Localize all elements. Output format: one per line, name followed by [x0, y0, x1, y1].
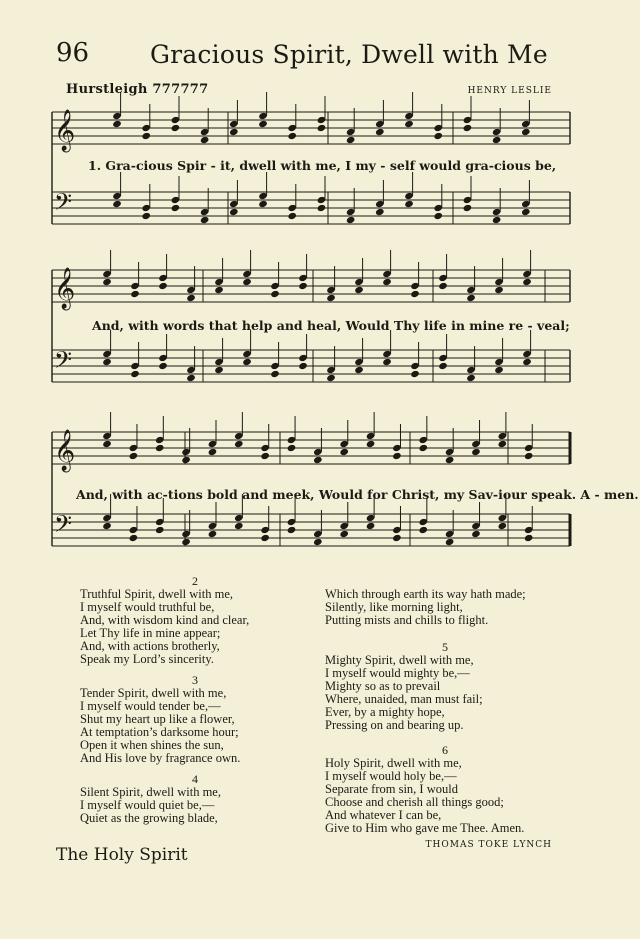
note-head [214, 366, 224, 374]
note-head [392, 452, 402, 460]
note-head [375, 208, 385, 216]
note-head [234, 440, 244, 448]
note-head [158, 282, 168, 290]
note-head [208, 530, 218, 538]
stanza-line: Let Thy life in mine appear; [80, 626, 221, 640]
note-head [171, 204, 181, 212]
stanza-line: Pressing on and bearing up. [325, 718, 464, 732]
note-head [404, 200, 414, 208]
stanza-number: 5 [442, 640, 448, 654]
stanza-line: And His love by fragrance own. [80, 751, 241, 765]
page-number: 96 [56, 38, 90, 68]
note-head [130, 290, 140, 298]
note-head [171, 124, 181, 132]
note-head [287, 132, 297, 140]
note-head [521, 208, 531, 216]
stanza-line: Putting mists and chills to flight. [325, 613, 489, 627]
section-title: The Holy Spirit [56, 845, 188, 865]
stanza-line: Give to Him who gave me Thee. Amen. [325, 821, 525, 835]
stanza-line: Separate from sin, I would [325, 782, 458, 796]
note-head [494, 286, 504, 294]
note-head [354, 366, 364, 374]
note-head [492, 216, 502, 224]
stanza-line: Silently, like morning light, [325, 600, 463, 614]
note-head [463, 204, 473, 212]
note-head [129, 534, 139, 542]
note-head [112, 120, 122, 128]
note-head [287, 526, 297, 534]
stanza-line: Shut my heart up like a flower, [80, 712, 235, 726]
note-head [433, 132, 443, 140]
note-head [258, 200, 268, 208]
stanza-line: Truthful Spirit, dwell with me, [80, 587, 234, 601]
note-head [366, 440, 376, 448]
note-head [214, 286, 224, 294]
stanza-line: I myself would mighty be,— [325, 666, 470, 680]
note-head [382, 278, 392, 286]
note-head [260, 534, 270, 542]
note-head [521, 128, 531, 136]
stanza-4 [80, 773, 310, 825]
note-head [258, 120, 268, 128]
stanza-line: Where, unaided, man must fail; [325, 692, 483, 706]
note-head [186, 374, 196, 382]
note-head [466, 374, 476, 382]
note-head [498, 522, 508, 530]
note-head [524, 534, 534, 542]
note-head [155, 526, 165, 534]
stanza-line: Mighty Spirit, dwell with me, [325, 653, 474, 667]
note-head [270, 290, 280, 298]
note-head [471, 448, 481, 456]
note-head [298, 362, 308, 370]
note-head [287, 444, 297, 452]
note-head [317, 124, 327, 132]
stanza-line: Mighty so as to prevail [325, 679, 441, 693]
stanza-5 [325, 641, 565, 732]
note-head [313, 456, 323, 464]
note-head [466, 294, 476, 302]
stanza-3 [80, 674, 310, 765]
note-head [102, 440, 112, 448]
stanza-line: And whatever I can be, [325, 808, 442, 822]
stanzas-right-column [325, 588, 565, 835]
note-head [200, 136, 210, 144]
note-head [471, 530, 481, 538]
note-head [418, 526, 428, 534]
lyric-line-2: And, with words that help and heal, Would Thy life in mine re - veal; [92, 318, 570, 333]
stanza-number: 6 [442, 743, 448, 757]
note-head [229, 128, 239, 136]
note-head [242, 358, 252, 366]
treble-clef-icon: 𝄞 [54, 268, 76, 309]
stanza-4-continued [325, 588, 565, 627]
stanza-line: Tender Spirit, dwell with me, [80, 686, 227, 700]
note-head [158, 362, 168, 370]
stanza-line: Holy Spirit, dwell with me, [325, 756, 462, 770]
stanza-line: And, with wisdom kind and clear, [80, 613, 250, 627]
note-head [524, 452, 534, 460]
note-head [522, 278, 532, 286]
composer-name: HENRY LESLIE [467, 86, 552, 96]
note-head [354, 286, 364, 294]
hymn-title: Gracious Spirit, Dwell with Me [150, 40, 548, 69]
note-head [339, 530, 349, 538]
note-head [112, 200, 122, 208]
note-head [382, 358, 392, 366]
note-head [494, 366, 504, 374]
stanza-number: 2 [192, 574, 198, 588]
note-head [317, 204, 327, 212]
note-head [287, 212, 297, 220]
note-head [410, 290, 420, 298]
stanza-line: I myself would holy be,— [325, 769, 457, 783]
treble-clef-icon: 𝄞 [54, 430, 76, 471]
bass-clef-icon: 𝄢 [54, 346, 73, 379]
note-head [366, 522, 376, 530]
note-head [181, 538, 191, 546]
note-head [229, 208, 239, 216]
stanza-line: Choose and cherish all things good; [325, 795, 504, 809]
note-head [260, 452, 270, 460]
note-head [181, 456, 191, 464]
stanza-line: And, with actions brotherly, [80, 639, 220, 653]
note-head [208, 448, 218, 456]
note-head [326, 294, 336, 302]
note-head [102, 278, 112, 286]
author-name: THOMAS TOKE LYNCH [425, 840, 552, 850]
bass-clef-icon: 𝄢 [54, 188, 73, 221]
note-head [270, 370, 280, 378]
note-head [463, 124, 473, 132]
stanza-line: Quiet as the growing blade, [80, 811, 218, 825]
stanza-line: I myself would truthful be, [80, 600, 215, 614]
note-head [130, 370, 140, 378]
stanza-number: 4 [192, 772, 198, 786]
note-head [242, 278, 252, 286]
note-head [102, 522, 112, 530]
note-head [102, 358, 112, 366]
tune-name: Hurstleigh 777777 [66, 82, 209, 97]
stanza-2 [80, 575, 310, 666]
note-head [404, 120, 414, 128]
stanza-line: Which through earth its way hath made; [325, 587, 526, 601]
note-head [200, 216, 210, 224]
note-head [410, 370, 420, 378]
note-head [375, 128, 385, 136]
note-head [498, 440, 508, 448]
note-head [186, 294, 196, 302]
note-head [445, 456, 455, 464]
treble-clef-icon: 𝄞 [54, 110, 76, 151]
note-head [129, 452, 139, 460]
note-head [313, 538, 323, 546]
lyric-line-3: And, with ac-tions bold and meek, Would for Christ, my Sav-iour speak. A - men. [76, 487, 639, 502]
stanzas-left-column [80, 575, 310, 825]
stanza-line: Speak my Lord’s sincerity. [80, 652, 214, 666]
note-head [445, 538, 455, 546]
note-head [234, 522, 244, 530]
stanza-line: Silent Spirit, dwell with me, [80, 785, 221, 799]
note-head [418, 444, 428, 452]
note-head [433, 212, 443, 220]
stanza-line: I myself would quiet be,— [80, 798, 215, 812]
stanza-line: I myself would tender be,— [80, 699, 221, 713]
note-head [141, 212, 151, 220]
bass-clef-icon: 𝄢 [54, 510, 73, 543]
note-head [492, 136, 502, 144]
note-head [438, 282, 448, 290]
lyric-line-1: 1. Gra-cious Spir - it, dwell with me, I my - self would gra-cious be, [88, 158, 557, 173]
note-head [346, 216, 356, 224]
stanza-line: Open it when shines the sun, [80, 738, 224, 752]
stanza-line: At temptation’s darksome hour; [80, 725, 239, 739]
note-head [392, 534, 402, 542]
note-head [346, 136, 356, 144]
stanza-line: Ever, by a mighty hope, [325, 705, 445, 719]
stanza-6 [325, 744, 565, 835]
note-head [522, 358, 532, 366]
stanza-number: 3 [192, 673, 198, 687]
note-head [155, 444, 165, 452]
note-head [141, 132, 151, 140]
note-head [339, 448, 349, 456]
note-head [326, 374, 336, 382]
note-head [298, 282, 308, 290]
note-head [438, 362, 448, 370]
